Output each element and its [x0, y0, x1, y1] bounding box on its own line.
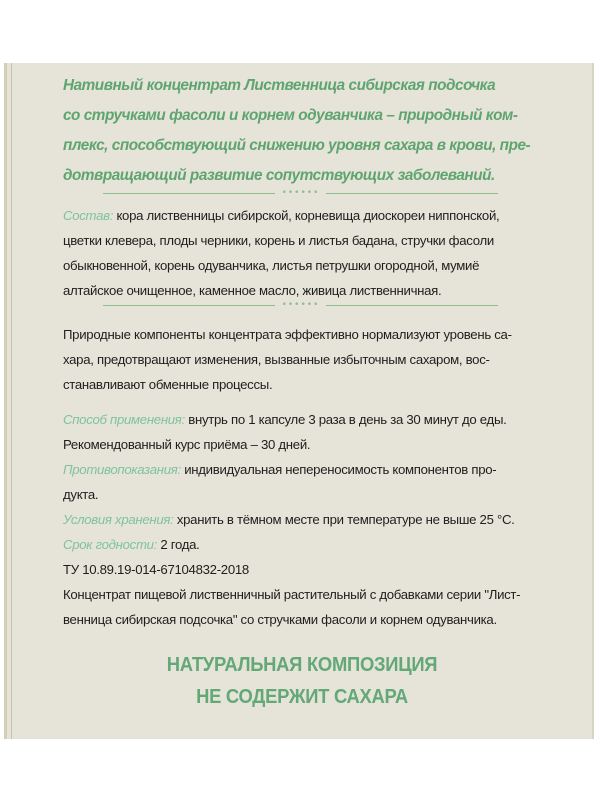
- divider-dots: ••••••: [281, 300, 320, 310]
- product-description: Концентрат пищевой лиственничный растительный с добавками серии "Лист-: [63, 587, 521, 602]
- intro-line: дотвращающий развитие сопутствующих заболеваний.: [63, 167, 495, 184]
- slogan-line-1: НАТУРАЛЬНАЯ КОМПОЗИЦИЯ: [166, 654, 438, 676]
- technical-standard: ТУ 10.89.19-014-67104832-2018: [63, 562, 249, 577]
- slogan: [31, 649, 574, 713]
- divider-line: [326, 193, 498, 194]
- divider-line: [103, 193, 275, 194]
- intro-line: плекс, способствующий снижению уровня сахара в крови, пре-: [63, 137, 531, 154]
- contraindications-cont: дукта.: [63, 487, 99, 502]
- slogan-line-2: НЕ СОДЕРЖИТ САХАРА: [196, 686, 408, 708]
- shelf-life-label: Срок годности:: [63, 537, 158, 552]
- composition-line: Состав: кора лиственницы сибирской, корневища диоскореи ниппонской,: [63, 208, 500, 223]
- divider-bottom: [103, 301, 498, 309]
- contraindications: Противопоказания: индивидуальная непереносимость компонентов про-: [63, 462, 497, 477]
- usage-section: [63, 407, 553, 632]
- shelf-life: Срок годности: 2 года.: [63, 537, 200, 552]
- storage-conditions: Условия хранения: хранить в тёмном месте при температуре не выше 25 °С.: [63, 512, 515, 527]
- contraindications-label: Противопоказания:: [63, 462, 181, 477]
- usage-method: Способ применения: внутрь по 1 капсуле 3 раза в день за 30 минут до еды.: [63, 412, 507, 427]
- about-paragraph: [63, 322, 553, 397]
- composition-section: [63, 203, 553, 303]
- package-panel: [4, 63, 594, 739]
- usage-course: Рекомендованный курс приёма – 30 дней.: [63, 437, 311, 452]
- divider-dots: ••••••: [281, 188, 320, 198]
- intro-line: со стручками фасоли и корнем одуванчика – природный ком-: [63, 107, 518, 124]
- about-line: Природные компоненты концентрата эффективно нормализуют уровень са-: [63, 327, 512, 342]
- divider-line: [103, 305, 275, 306]
- composition-line: обыкновенной, корень одуванчика, листья петрушки огородной, мумиё: [63, 258, 480, 273]
- intro-line: Нативный концентрат Лиственница сибирская подсочка: [63, 77, 496, 94]
- intro-paragraph: [63, 71, 553, 191]
- composition-label: Состав:: [63, 208, 114, 223]
- storage-label: Условия хранения:: [63, 512, 174, 527]
- composition-line: цветки клевера, плоды черники, корень и листья бадана, стручки фасоли: [63, 233, 494, 248]
- usage-method-label: Способ применения:: [63, 412, 185, 427]
- about-line: хара, предотвращают изменения, вызванные избыточным сахаром, вос-: [63, 352, 490, 367]
- composition-line: алтайское очищенное, каменное масло, живица лиственничная.: [63, 283, 442, 298]
- product-description-cont: венница сибирская подсочка" со стручками фасоли и корнем одуванчика.: [63, 612, 497, 627]
- about-line: станавливают обменные процессы.: [63, 377, 273, 392]
- divider-line: [326, 305, 498, 306]
- divider-top: [103, 189, 498, 197]
